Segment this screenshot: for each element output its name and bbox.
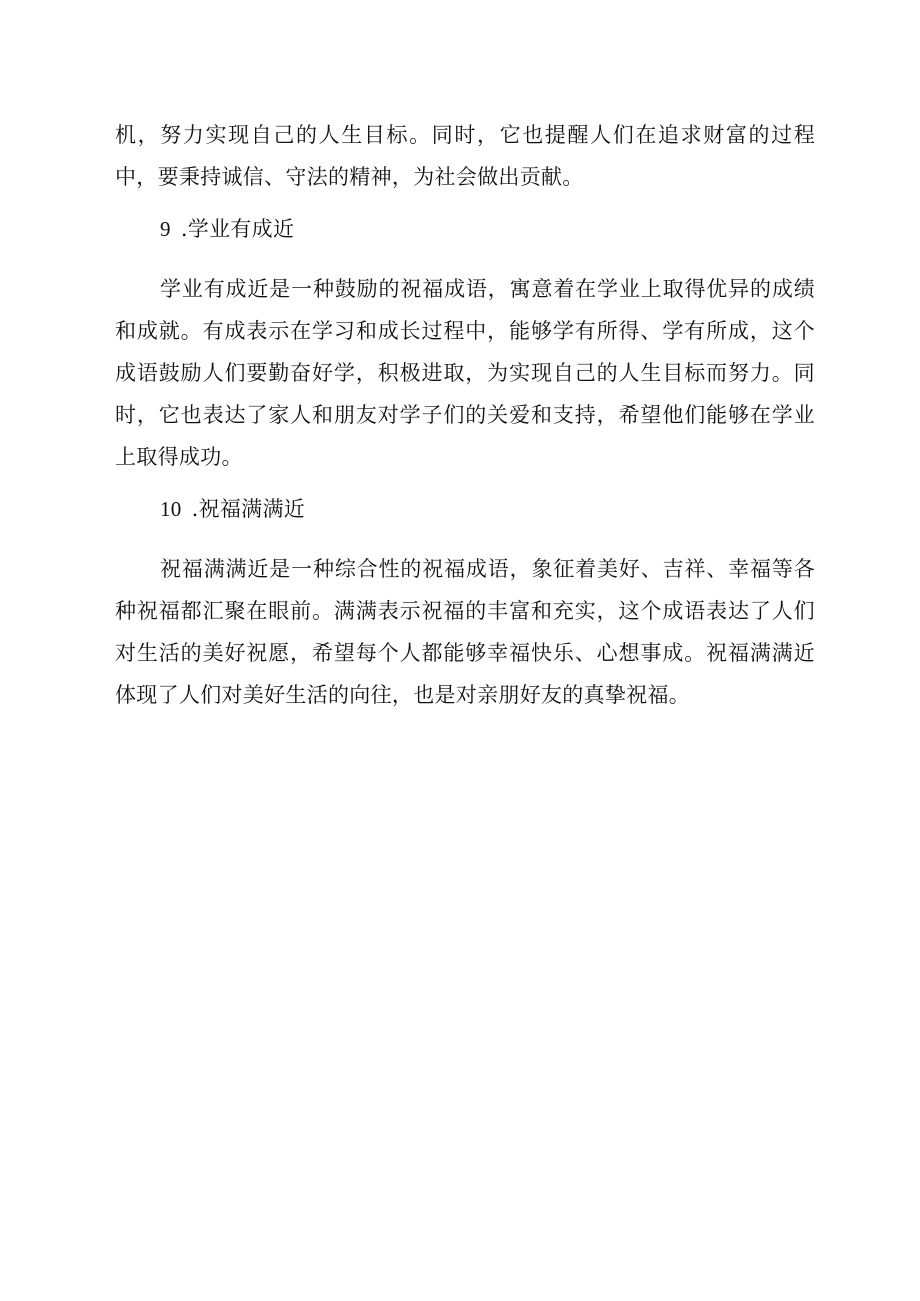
section-title: .祝福满满近 [191, 497, 306, 521]
section-number: 10 [160, 497, 182, 521]
section-heading-9 [115, 208, 815, 250]
section-title: .学业有成近 [180, 217, 295, 241]
section-number: 9 [160, 217, 171, 241]
section-body-9: 学业有成近是一种鼓励的祝福成语，寓意着在学业上取得优异的成绩和成就。有成表示在学习和成长过程中，能够学有所得、学有所成，这个成语鼓励人们要勤奋好学，积极进取，为实现自己的人生目标而努力。同时，它也表达了家人和朋友对学子们的关爱和支持，希望他们能够在学业上取得成功。 [115, 277, 815, 469]
section-heading-10 [115, 488, 815, 530]
document-content [115, 114, 815, 726]
section-body-10: 祝福满满近是一种综合性的祝福成语，象征着美好、吉祥、幸福等各种祝福都汇聚在眼前。满满表示祝福的丰富和充实，这个成语表达了人们对生活的美好祝愿，希望每个人都能够幸福快乐、心想事成。祝福满满近体现了人们对美好生活的向往，也是对亲朋好友的真挚祝福。 [115, 557, 815, 707]
intro-paragraph: 机，努力实现自己的人生目标。同时，它也提醒人们在追求财富的过程中，要秉持诚信、守法的精神，为社会做出贡献。 [115, 123, 815, 189]
